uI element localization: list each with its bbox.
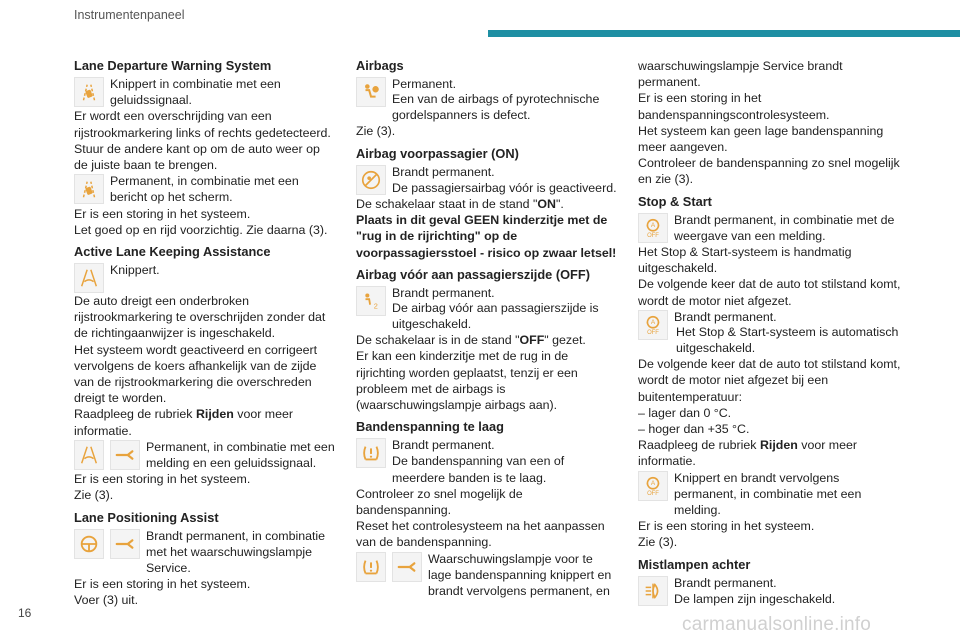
watermark: carmanualsonline.info bbox=[682, 614, 872, 635]
ldws-p1: Er wordt een overschrijding van een rijstrookmarkering links of rechts gedetecteerd. bbox=[74, 109, 331, 140]
stopstart-p4: Raadpleeg de rubriek Rijden voor meer informatie. bbox=[638, 438, 858, 469]
stop-start-off-icon bbox=[638, 310, 668, 340]
stopstart-indicator-3 bbox=[638, 470, 904, 519]
airbag-on-warning: Plaats in dit geval GEEN kinderzitje met de "rug in de rijrichting" op de voorpassagiersstoel - risico op zwaar letsel! bbox=[356, 213, 617, 260]
airbag-off-icon bbox=[356, 286, 386, 316]
airbag-off-icon-texts bbox=[392, 285, 618, 301]
tyre-title: Bandenspanning te laag bbox=[356, 419, 504, 435]
airbags-title: Airbags bbox=[356, 58, 404, 73]
tyre-cont-p1: waarschuwingslampje Service brandt permanent. bbox=[638, 59, 843, 90]
lane-departure-icon bbox=[74, 174, 104, 204]
tyre-p1: Controleer zo snel mogelijk de bandenspanning. bbox=[356, 486, 523, 518]
airbag-on-icon bbox=[356, 165, 386, 195]
tyre-indicator-2 bbox=[356, 551, 618, 600]
airbag-on-p1: De schakelaar staat in de stand "ON". bbox=[356, 197, 564, 212]
svg-text:OFF: OFF bbox=[647, 232, 659, 239]
airbag-on-icon-text: Brandt permanent. bbox=[392, 164, 495, 179]
airbag-off-title: Airbag vóór aan passagierszijde (OFF) bbox=[356, 266, 590, 282]
stopstart-icon2-texts bbox=[674, 309, 904, 325]
alka-p1: Het systeem wordt geactiveerd en corrigeert vervolgens de koers afhankelijk van de zijde van de rijstrookmarkering die overschreden dreigt te worden. bbox=[74, 342, 318, 406]
stop-start-off-icon bbox=[638, 213, 668, 243]
tyre-pressure-icon bbox=[356, 438, 386, 468]
alka-indicator-2 bbox=[74, 439, 336, 471]
rear-fog-light-icon bbox=[638, 576, 668, 606]
ldws-icon1-text: Knippert in combinatie met een geluidssignaal. bbox=[110, 77, 281, 108]
stopstart-p3: De volgende keer dat de auto tot stilstand komt, wordt de motor niet afgezet bij een buitentemperatuur: bbox=[638, 357, 901, 404]
stopstart-li2: – hoger dan +35 °C. bbox=[638, 422, 750, 437]
svg-text:OFF: OFF bbox=[647, 490, 659, 497]
airbag-on-indicator bbox=[356, 164, 618, 196]
ldws-indicator-2 bbox=[74, 173, 336, 205]
fog-icon-text: Brandt permanent. bbox=[674, 575, 777, 590]
lane-departure-icon bbox=[74, 77, 104, 107]
fog-title: Mistlampen achter bbox=[638, 556, 751, 572]
alka-icon2-text: Permanent, in combinatie met een melding en een geluidssignaal. bbox=[146, 439, 335, 471]
tyre-icon2-text: Waarschuwingslampje voor te lage bandenspanning knippert en brandt vervolgens permanent, en bbox=[428, 551, 612, 599]
lane-keeping-icon bbox=[74, 440, 104, 470]
tyre-cont-p2: Er is een storing in het bandenspanningscontrolesysteem. bbox=[638, 91, 830, 122]
stopstart-indicator-1 bbox=[638, 212, 904, 244]
airbags-p1: Zie (3). bbox=[356, 124, 396, 139]
lpa-title: Lane Positioning Assist bbox=[74, 509, 219, 525]
column-3 bbox=[638, 58, 904, 607]
lpa-p2: Voer (3) uit. bbox=[74, 593, 139, 608]
tyre-icon-text2: De bandenspanning van een of meerdere banden is te laag. bbox=[392, 454, 565, 485]
wrench-icon bbox=[110, 529, 140, 559]
airbag-off-icon-text2: De airbag vóór aan passagierszijde is uitgeschakeld. bbox=[392, 300, 599, 332]
stopstart-icon3-text: Knippert en brandt vervolgens permanent, in combinatie met een melding. bbox=[674, 470, 862, 518]
airbags-icon-text: Permanent. bbox=[392, 77, 457, 91]
lpa-p1: Er is een storing in het systeem. bbox=[74, 577, 251, 592]
stop-start-off-icon bbox=[638, 471, 668, 501]
wrench-icon bbox=[110, 440, 140, 470]
alka-indicator-1 bbox=[74, 262, 336, 293]
airbags-icon-text2: Een van de airbags of pyrotechnische gordelspanners is defect. bbox=[392, 92, 600, 123]
tyre-pressure-icon bbox=[356, 552, 386, 582]
fog-indicator bbox=[638, 575, 904, 607]
svg-text:A: A bbox=[650, 318, 656, 326]
tyre-icon-texts bbox=[392, 437, 618, 486]
ldws-indicator-1 bbox=[74, 76, 336, 108]
airbag-on-icon-text2: De passagiersairbag vóór is geactiveerd. bbox=[392, 180, 617, 195]
page-number: 16 bbox=[18, 606, 32, 620]
stopstart-p5: Er is een storing in het systeem. bbox=[638, 519, 815, 534]
svg-text:2: 2 bbox=[373, 301, 378, 311]
lane-keeping-icon bbox=[74, 263, 104, 293]
tyre-icon-text: Brandt permanent. bbox=[392, 438, 495, 453]
stopstart-li1: – lager dan 0 °C. bbox=[638, 405, 732, 420]
steering-wheel-icon bbox=[74, 529, 104, 559]
column-1 bbox=[74, 58, 336, 609]
airbag-off-p2: Er kan een kinderzitje met de rug in de rijrichting worden geplaatst, tenzij er een probleem met de airbags is (waarschuwingslampje airbags aan). bbox=[356, 349, 578, 413]
fog-icon-texts bbox=[674, 575, 904, 607]
lpa-indicator bbox=[74, 528, 336, 577]
stopstart-icon1-text: Brandt permanent, in combinatie met de weergave van een melding. bbox=[674, 212, 895, 243]
ldws-p3: Er is een storing in het systeem. bbox=[74, 206, 251, 221]
stopstart-title: Stop & Start bbox=[638, 193, 712, 209]
airbag-on-title: Airbag voorpassagier (ON) bbox=[356, 145, 519, 161]
alka-icon-text2: De auto dreigt een onderbroken rijstrookmarkering te overschrijden zonder dat de richtingaanwijzer is ingeschakeld. bbox=[74, 294, 326, 341]
header-accent-bar bbox=[488, 30, 960, 37]
ldws-title: Lane Departure Warning System bbox=[74, 58, 272, 73]
stopstart-icon2-text2: Het Stop & Start-systeem is automatisch uitgeschakeld. bbox=[676, 324, 899, 356]
airbag-off-p1: De schakelaar is in de stand "OFF" gezet. bbox=[356, 333, 586, 348]
tyre-indicator-1 bbox=[356, 437, 618, 486]
alka-p4: Zie (3). bbox=[74, 488, 114, 503]
ldws-icon2-text: Permanent, in combinatie met een bericht op het scherm. bbox=[110, 174, 299, 205]
airbags-icon-texts bbox=[392, 76, 618, 92]
stopstart-p1: Het Stop & Start-systeem is handmatig uitgeschakeld. bbox=[638, 245, 852, 276]
alka-p3: Er is een storing in het systeem. bbox=[74, 472, 251, 487]
alka-title: Active Lane Keeping Assistance bbox=[74, 244, 271, 260]
wrench-icon bbox=[392, 552, 422, 582]
tyre-cont-p4: Controleer de bandenspanning zo snel mogelijk en zie (3). bbox=[638, 156, 900, 187]
svg-text:A: A bbox=[650, 479, 656, 487]
svg-text:OFF: OFF bbox=[647, 330, 659, 336]
stopstart-p2: De volgende keer dat de auto tot stilstand komt, wordt de motor niet afgezet. bbox=[638, 277, 901, 308]
ldws-p2: Stuur de andere kant op om de auto weer op de juiste baan te brengen. bbox=[74, 141, 320, 173]
airbag-off-icon-text: Brandt permanent. bbox=[392, 285, 495, 300]
ldws-p4: Let goed op en rijd voorzichtig. Zie daarna (3). bbox=[74, 222, 328, 237]
stopstart-p6: Zie (3). bbox=[638, 535, 678, 550]
lpa-icon-text: Brandt permanent, in combinatie met het waarschuwingslampje Service. bbox=[146, 528, 326, 576]
section-title: Instrumentenpaneel bbox=[74, 8, 185, 22]
airbag-on-icon-texts bbox=[392, 164, 618, 196]
column-2 bbox=[356, 58, 618, 599]
alka-icon-text: Knippert. bbox=[110, 263, 160, 278]
tyre-cont-p3: Het systeem kan geen lage bandenspanning meer aangeven. bbox=[638, 123, 884, 155]
tyre-p2: Reset het controlesysteem na het aanpassen van de bandenspanning. bbox=[356, 519, 605, 550]
svg-text:A: A bbox=[650, 221, 656, 229]
stopstart-icon2-text: Brandt permanent. bbox=[674, 309, 777, 324]
alka-p2: Raadpleeg de rubriek Rijden voor meer informatie. bbox=[74, 407, 294, 438]
airbag-icon bbox=[356, 77, 386, 107]
fog-icon-text2: De lampen zijn ingeschakeld. bbox=[674, 591, 836, 606]
